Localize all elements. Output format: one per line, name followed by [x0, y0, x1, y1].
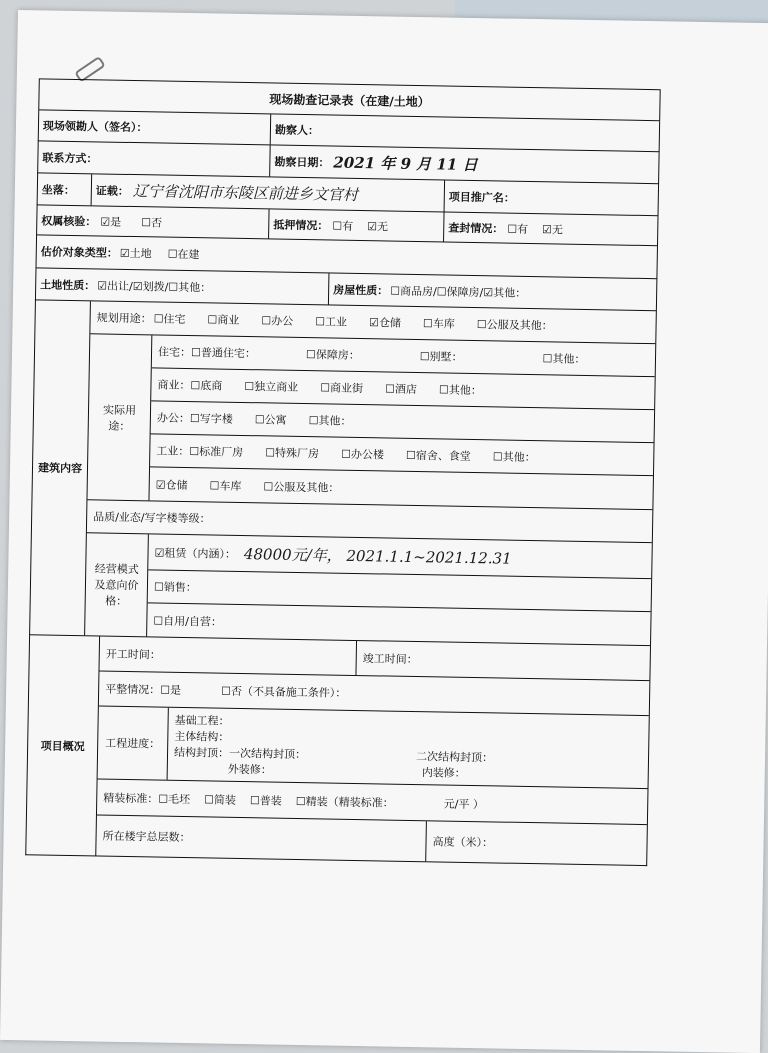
building-content-block — [29, 300, 657, 646]
start-time-label: 开工时间： — [99, 637, 357, 675]
actual-res-affordable[interactable]: ☐保障房： — [305, 348, 360, 363]
actual-com-shop[interactable]: 商业：☐底商 — [157, 378, 223, 393]
seal-yes[interactable]: ☐有 — [507, 222, 529, 236]
building-content-label: 建筑内容 — [30, 300, 91, 635]
end-time-label: 竣工时间： — [362, 652, 418, 667]
mortgage-check — [269, 209, 444, 241]
target-land[interactable]: ☑土地 — [119, 246, 152, 261]
survey-date-label: 勘察日期： — [274, 154, 330, 169]
actual-use-label: 实际用途： — [87, 334, 152, 500]
actual-ind-special[interactable]: ☐特殊厂房 — [265, 446, 320, 461]
building-content-rows — [85, 301, 656, 645]
location-handwriting: 辽宁省沈阳市东陵区前进乡文官村 — [132, 182, 358, 204]
survey-form-paper — [0, 10, 768, 1053]
actual-ind-other[interactable]: ☐其他： — [492, 450, 536, 465]
actual-com-other[interactable]: ☐其他： — [438, 383, 482, 398]
land-transfer[interactable]: ☑出让/ — [97, 278, 133, 293]
actual-com-standalone[interactable]: ☐独立商业 — [244, 380, 299, 394]
mode-label: 经营模式及意向价格： — [85, 533, 149, 636]
mortgage-label: 抵押情况： — [273, 217, 329, 232]
quality-label: 品质/业态/写字楼等级： — [93, 510, 211, 526]
plan-office[interactable]: ☐办公 — [261, 314, 294, 328]
project-overview-label: 项目概况 — [26, 635, 100, 855]
location-label: 坐落： — [38, 173, 93, 205]
leader-label: 现场领勘人（签名）： — [39, 110, 271, 144]
sale-label[interactable]: ☐销售： — [153, 580, 197, 595]
actual-garage[interactable]: ☐车库 — [209, 478, 242, 493]
ownership-check — [37, 205, 269, 238]
actual-ind-dorm[interactable]: ☐宿舍、食堂 — [405, 448, 471, 463]
finish-rough[interactable]: 精装标准：☐毛坯 — [103, 791, 191, 806]
project-overview-rows — [96, 637, 650, 866]
progress-label: 工程进度： — [98, 707, 169, 780]
promo-label: 项目推广名： — [448, 190, 515, 205]
house-commercial[interactable]: ☐商品房/ — [390, 284, 437, 298]
plan-use-label: 规划用途： — [96, 311, 152, 326]
plan-residential[interactable]: ☐住宅 — [153, 312, 186, 326]
target-construction[interactable]: ☐在建 — [167, 247, 200, 262]
rent-label[interactable]: ☑租赁（内涵）： — [154, 545, 237, 561]
finish-fine[interactable]: ☐精装（精装标准： — [295, 794, 394, 810]
plan-commercial[interactable]: ☐商业 — [207, 313, 240, 327]
plan-industrial[interactable]: ☐工业 — [315, 315, 348, 329]
actual-off-building[interactable]: 办公：☐写字楼 — [156, 411, 233, 426]
contact-label: 联系方式： — [38, 141, 271, 176]
seal-label: 查封情况： — [448, 221, 504, 236]
progress-row — [98, 707, 649, 790]
ownership-label: 权属核验： — [41, 213, 97, 228]
interior-label: 内装修： — [421, 766, 466, 780]
finish-normal[interactable]: ☐普装 — [249, 793, 282, 808]
mortgage-yes[interactable]: ☐有 — [332, 219, 354, 233]
floors-label: 所在楼宇总层数： — [96, 816, 427, 862]
land-label: 土地性质： — [40, 277, 96, 292]
mode-row — [85, 533, 652, 645]
actual-ind-standard[interactable]: 工业：☐标准厂房 — [156, 444, 244, 459]
flat-no[interactable]: ☐否（不具备施工条件）： — [220, 684, 347, 700]
actual-public-other[interactable]: ☐公服及其他： — [263, 479, 340, 495]
location-cert — [92, 174, 445, 211]
progress-details — [168, 708, 649, 788]
actual-com-street[interactable]: ☐商业街 — [320, 381, 364, 396]
actual-use-rows — [149, 335, 655, 509]
actual-res-ordinary[interactable]: 住宅：☐普通住宅： — [157, 345, 257, 361]
actual-res-other[interactable]: ☐其他： — [542, 352, 586, 366]
ownership-yes[interactable]: ☑是 — [100, 214, 122, 229]
self-use-label[interactable]: ☐自用/自营： — [153, 613, 223, 629]
mode-rows — [147, 534, 652, 645]
cert-label: 证载： — [95, 183, 129, 198]
project-overview-block — [25, 635, 651, 866]
finish-simple[interactable]: ☐简装 — [204, 792, 237, 807]
house-other[interactable]: ☑其他： — [483, 285, 527, 300]
mortgage-no[interactable]: ☑无 — [367, 219, 389, 233]
plan-garage[interactable]: ☐车库 — [422, 317, 455, 331]
actual-use-row — [87, 334, 655, 510]
survey-form — [25, 78, 660, 866]
land-allocate[interactable]: ☑划拨 — [132, 279, 165, 294]
survey-date-handwriting: 2021 年 9 月 11 日 — [333, 153, 478, 175]
ownership-no[interactable]: ☐否 — [141, 215, 163, 230]
roof-second-label: 二次结构封顶： — [415, 750, 494, 765]
house-nature — [329, 273, 656, 310]
actual-ind-office[interactable]: ☐办公楼 — [340, 447, 385, 462]
land-other[interactable]: /☐其他： — [164, 280, 212, 294]
height-label: 高度（米）： — [432, 835, 494, 850]
house-affordable[interactable]: ☐保障房/ — [436, 284, 484, 299]
plan-warehouse[interactable]: ☑仓储 — [368, 316, 402, 330]
rent-handwriting: 48000元/年， 2021.1.1~2021.12.31 — [243, 545, 512, 568]
actual-off-apartment[interactable]: ☐公寓 — [254, 413, 287, 427]
actual-res-villa[interactable]: ☐别墅： — [419, 350, 463, 364]
roof-first-label: 结构封顶：一次结构封顶： — [173, 745, 307, 762]
finish-unit: 元/平 ） — [443, 797, 485, 811]
exterior-label: 外装修： — [227, 762, 272, 777]
actual-com-hotel[interactable]: ☐酒店 — [384, 382, 418, 397]
foundation-label: 基础工程： — [174, 713, 230, 728]
actual-warehouse[interactable]: ☑仓储 — [155, 477, 188, 492]
flat-yes[interactable]: 平整情况：☐是 — [105, 682, 182, 697]
surveyor-label: 勘察人： — [274, 123, 320, 138]
target-label: 估价对象类型： — [40, 245, 118, 260]
house-label: 房屋性质： — [333, 283, 389, 298]
form-title: 现场勘查记录表（在建/土地） — [269, 91, 430, 109]
seal-check — [444, 212, 657, 245]
land-nature — [36, 268, 329, 304]
floors-row — [96, 816, 647, 866]
main-structure-label: 主体结构： — [174, 729, 230, 744]
actual-off-other[interactable]: ☐其他： — [308, 414, 352, 428]
seal-no[interactable]: ☑无 — [542, 222, 564, 237]
plan-public-other[interactable]: ☐公服及其他： — [476, 318, 553, 333]
